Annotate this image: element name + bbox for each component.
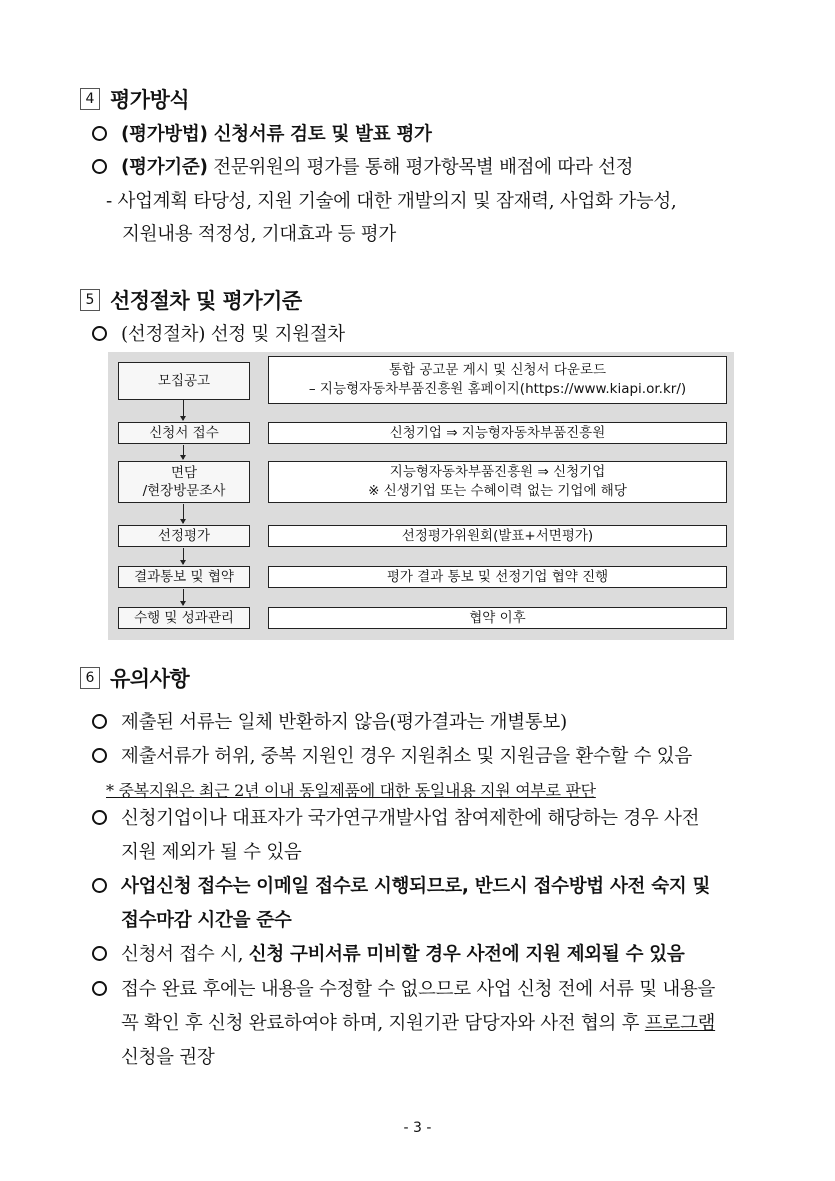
step-description: 신청기업 ⇒ 지능형자동차부품진흥원 (389, 424, 606, 441)
section-5-heading (80, 285, 302, 315)
dash-item-continued: 지원내용 적정성, 기대효과 등 평가 (122, 224, 396, 245)
step-label: 수행 및 성과관리 (134, 610, 234, 626)
bullet-item (92, 153, 633, 179)
bullet-text: 제출된 서류는 일체 반환하지 않음(평가결과는 개별통보) (121, 712, 567, 733)
step-description-sub: ※ 신생기업 또는 수혜이력 없는 기업에 해당 (368, 483, 627, 499)
bullet-text-bold: 사업신청 접수는 이메일 접수로 시행되므로, 반드시 접수방법 사전 숙지 및 (121, 876, 711, 897)
note-text: * 중복지원은 최근 2년 이내 동일제품에 대한 동일내용 지원 여부로 판단 (106, 781, 596, 800)
bullet-text: (선정절차) 선정 및 지원절차 (121, 324, 345, 345)
down-arrow-icon (183, 504, 184, 523)
section-4-heading (80, 84, 189, 114)
process-step-box (118, 461, 250, 503)
bullet-text-continued (121, 1009, 715, 1035)
process-step-box (118, 566, 250, 588)
step-label: 선정평가 (157, 528, 211, 544)
bullet-text: 제출서류가 허위, 중복 지원인 경우 지원취소 및 지원금을 환수할 수 있음 (121, 746, 692, 767)
section-title: 평가방식 (110, 88, 190, 112)
section-number-box: 5 (80, 289, 100, 311)
bullet-item (92, 742, 692, 768)
circle-bullet-icon (92, 878, 107, 893)
step-description: 선정평가위원회(발표+서면평가) (401, 527, 594, 544)
underlined-text: 프로그램 (644, 1013, 716, 1034)
section-6-heading (80, 663, 189, 693)
process-description-box (268, 461, 727, 503)
bullet-text: 신청서 접수 시, (121, 944, 249, 965)
bullet-item (92, 975, 715, 1001)
section-title: 유의사항 (110, 667, 190, 691)
section-number-box: 4 (80, 88, 100, 110)
bullet-item (92, 120, 432, 146)
step-description: 협약 이후 (469, 609, 526, 626)
down-arrow-icon (183, 548, 184, 564)
page-number: - 3 - (403, 1120, 432, 1136)
circle-bullet-icon (92, 946, 107, 961)
bullet-item (92, 872, 710, 898)
step-description: 지능형자동차부품진흥원 ⇒ 신청기업 (389, 464, 606, 480)
process-step-box (118, 525, 250, 547)
dash-item: - 사업계획 타당성, 지원 기술에 대한 개발의지 및 잠재력, 사업화 가능성, (106, 191, 677, 212)
step-label-sub: /현장방문조사 (142, 483, 226, 499)
process-description-box (268, 422, 727, 444)
bullet-text: 전문위원의 평가를 통해 평가항목별 배점에 따라 선정 (207, 157, 634, 178)
step-description-sub: – 지능형자동차부품진흥원 홈페이지(https://www.kiapi.or.kr/) (308, 381, 687, 397)
process-step-box (118, 362, 250, 400)
bullet-text-continued: 신청을 권장 (121, 1047, 215, 1068)
bullet-item (92, 940, 684, 966)
bullet-text-bold: (평가기준) (121, 157, 208, 178)
bullet-text: 신청기업이나 대표자가 국가연구개발사업 참여제한에 해당하는 경우 사전 (121, 808, 700, 829)
circle-bullet-icon (92, 748, 107, 763)
process-description-box (268, 525, 727, 547)
step-label: 신청서 접수 (149, 425, 219, 441)
process-description-box (268, 566, 727, 588)
down-arrow-icon (183, 445, 184, 459)
step-label: 모집공고 (157, 373, 211, 389)
circle-bullet-icon (92, 159, 107, 174)
down-arrow-icon (183, 589, 184, 605)
bullet-text-continued: 지원 제외가 될 수 있음 (121, 842, 302, 863)
bullet-text-bold: 신청 구비서류 미비할 경우 사전에 지원 제외될 수 있음 (248, 944, 685, 965)
step-description: 통합 공고문 게시 및 신청서 다운로드 (388, 362, 607, 378)
bullet-item (92, 320, 345, 346)
bullet-item (92, 708, 567, 734)
circle-bullet-icon (92, 981, 107, 996)
circle-bullet-icon (92, 810, 107, 825)
process-diagram (108, 352, 734, 640)
bullet-text: 접수 완료 후에는 내용을 수정할 수 없으므로 사업 신청 전에 서류 및 내용을 (121, 979, 716, 1000)
bullet-text: 꼭 확인 후 신청 완료하여야 하며, 지원기관 담당자와 사전 협의 후 (121, 1013, 645, 1034)
bullet-item (92, 804, 699, 830)
step-label: 결과통보 및 협약 (134, 569, 234, 585)
circle-bullet-icon (92, 126, 107, 141)
process-step-box (118, 422, 250, 444)
step-label: 면담 (170, 465, 198, 481)
circle-bullet-icon (92, 714, 107, 729)
process-step-box (118, 607, 250, 629)
down-arrow-icon (183, 400, 184, 420)
section-number-box: 6 (80, 667, 100, 689)
bullet-text-bold: (평가방법) 신청서류 검토 및 발표 평가 (121, 124, 432, 145)
process-description-box (268, 356, 727, 404)
process-description-box (268, 607, 727, 629)
circle-bullet-icon (92, 326, 107, 341)
bullet-text-continued: 접수마감 시간을 준수 (121, 910, 292, 931)
section-title: 선정절차 및 평가기준 (110, 289, 302, 313)
step-description: 평가 결과 통보 및 선정기업 협약 진행 (386, 568, 609, 585)
